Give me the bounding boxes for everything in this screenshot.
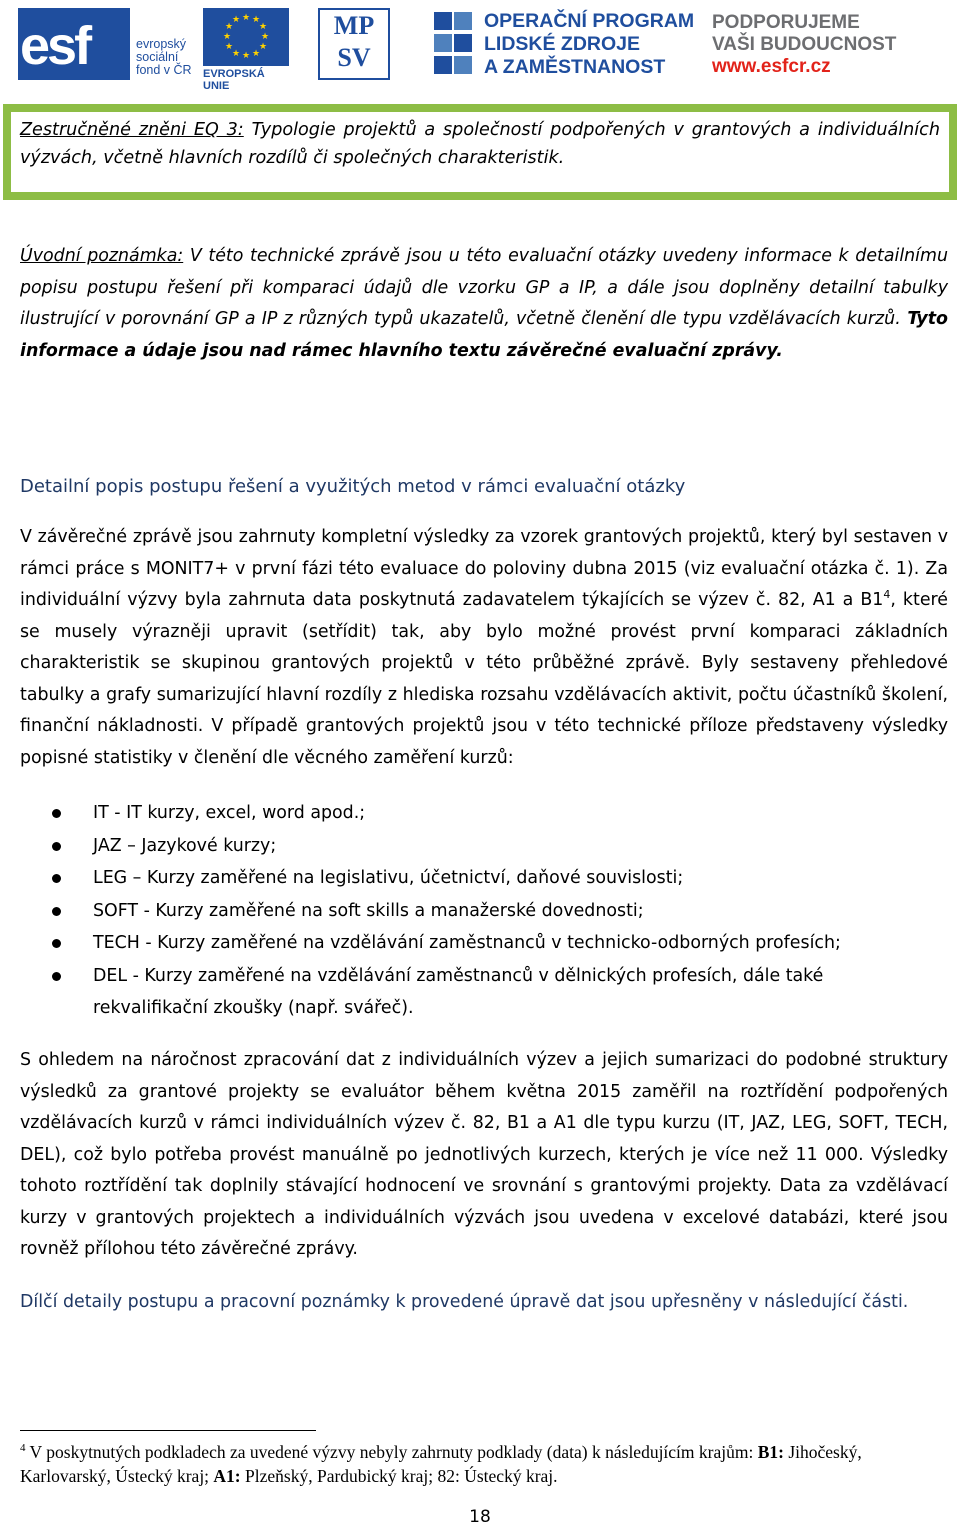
svg-text:★: ★	[260, 32, 270, 42]
intro-label: Úvodní poznámka:	[20, 246, 184, 266]
footnote	[20, 1440, 940, 1488]
svg-text:★: ★	[231, 49, 241, 59]
paragraph-3: Dílčí detaily postupu a pracovní poznámky k provedené úpravě dat jsou upřesněny v následující části.	[20, 1292, 909, 1312]
bullet-icon	[52, 907, 61, 916]
svg-text:★: ★	[224, 22, 234, 32]
slogan-line: PODPORUJEME	[712, 12, 860, 33]
section-heading: Detailní popis postupu řešení a využitých metod v rámci evaluační otázky	[20, 476, 686, 497]
footnote-ref[interactable]: 4	[883, 588, 891, 602]
op-line: OPERAČNÍ PROGRAM	[484, 10, 695, 32]
list-item-text: IT - IT kurzy, excel, word apod.;	[93, 803, 366, 823]
title-body: Typologie projektů a společností podpořených v grantových a individuálních výzvách, včetně hlavních rozdílů či společných charakteristik.	[20, 120, 941, 168]
mpsv-logo	[318, 8, 390, 80]
eu-flag-icon	[203, 8, 289, 66]
paragraph-1-text: V závěrečné zprávě jsou zahrnuty kompletní výsledky za vzorek grantových projektů, který byl sestaven v rámci práce s MONIT7+ v první fázi této evaluace do poloviny dubna 2015 (viz evaluační otázka č. 1). Za individuální výzvy byla zahrnuta data poskytnutá zadavatelem týkajících se výzev č. 82, A1 a B1	[20, 527, 948, 610]
paragraph-1	[20, 522, 948, 774]
esf-logo-text: esf	[20, 16, 90, 76]
op-program-name	[484, 10, 699, 79]
svg-text:★: ★	[241, 51, 251, 61]
list-item	[52, 960, 932, 1025]
op-line: A ZAMĚSTNANOST	[484, 56, 666, 78]
mpsv-line: SV	[337, 43, 371, 72]
footnote-number: 4	[20, 1442, 26, 1455]
intro-bold-text: Tyto informace a údaje jsou nad rámec hlavního textu závěrečné evaluační zprávy.	[20, 309, 948, 361]
list-item	[52, 862, 932, 895]
document-title	[20, 116, 940, 172]
list-item	[52, 895, 932, 928]
footnote-text: Jihočeský, Karlovarský, Ústecký kraj;	[20, 1442, 862, 1486]
eu-label: EVROPSKÁ UNIE	[203, 68, 265, 92]
bullet-icon	[52, 939, 61, 948]
svg-text:★: ★	[258, 42, 268, 52]
esf-sub-line: evropský	[136, 37, 187, 51]
list-item-text: JAZ – Jazykové kurzy;	[93, 835, 277, 856]
list-item	[52, 830, 932, 863]
esf-web-link[interactable]: www.esfcr.cz	[712, 56, 831, 77]
svg-text:★: ★	[224, 42, 234, 52]
footnote-text: V poskytnutých podkladech za uvedené výzvy nebyly zahrnuty podklady (data) k následujícím krajům:	[25, 1442, 758, 1462]
bullet-icon	[52, 874, 61, 883]
esf-sub-line: fond v ČR	[136, 63, 192, 77]
paragraph-2: S ohledem na náročnost zpracování dat z individuálních výzev a jejich sumarizaci do podobné struktury výsledků za grantové projekty se evaluátor během května 2015 zaměřil na roztřídění podpořených vzdělávacích kurzů v rámci individuálních výzev č. 82, B1 a A1 dle typu kurzu (IT, JAZ, LEG, SOFT, TECH, DEL), což bylo potřeba provést manuálně po jednotlivých kurzech, kterých je více než 11 000. Výsledky tohoto roztřídění tak doplnily stávající hodnocení ve srovnání s grantovými projekty. Data za vzdělávací kurzy v grantových projektech a individuálních výzvách jsou uvedena v excelové databázi, které jsou rovněž přílohou této závěrečné zprávy.	[20, 1050, 948, 1259]
svg-text:★: ★	[241, 13, 251, 23]
list-item-text: DEL - Kurzy zaměřené na vzdělávání zaměstnanců v dělnických profesích, dále také rekvalifikační zkoušky (např. svářeč).	[93, 965, 824, 1018]
svg-text:★: ★	[231, 15, 241, 25]
esf-sub-line: sociální	[136, 50, 179, 64]
svg-text:★: ★	[258, 22, 268, 32]
course-type-list	[52, 797, 932, 1025]
op-puzzle-icon	[432, 10, 476, 78]
support-slogan	[712, 12, 952, 78]
bullet-icon	[52, 809, 61, 818]
svg-text:★: ★	[251, 15, 261, 25]
title-label: Zestručněné zněni EQ 3:	[20, 120, 244, 140]
list-item-text: LEG – Kurzy zaměřené na legislativu, účetnictví, daňové souvislosti;	[93, 868, 684, 888]
mpsv-line: MP	[333, 11, 375, 40]
esf-logo	[18, 8, 130, 80]
bullet-icon	[52, 842, 61, 851]
intro-note	[20, 241, 948, 367]
paragraph-1-text-cont: , které se musely výrazněji upravit (setřídit) tak, aby bylo možné provést první komparaci základních charakteristik se skupinou grantových projektů v této průběžné zprávě. Byly sestaveny přehledové tabulky a grafy sumarizující hlavní rozdíly z hlediska rozsahu vzdělávacích aktivit, počtu účastníků školení, finanční nákladnosti. V případě grantových projektů jsou v této technické příloze představeny výsledky popisné statistiky v členění dle věcného zaměření kurzů:	[20, 590, 948, 768]
svg-text:★: ★	[222, 32, 232, 42]
footnote-b1-label: B1:	[757, 1442, 784, 1462]
op-line: LIDSKÉ ZDROJE	[484, 33, 641, 55]
bullet-icon	[52, 972, 61, 981]
esf-logo-subtitle	[136, 38, 196, 77]
slogan-line: VAŠI BUDOUCNOST	[712, 34, 897, 55]
svg-text:★: ★	[251, 49, 261, 59]
list-item-text: TECH - Kurzy zaměřené na vzdělávání zaměstnanců v technicko-odborných profesích;	[93, 933, 841, 953]
footnote-divider	[20, 1430, 316, 1431]
list-item	[52, 927, 932, 960]
list-item	[52, 797, 932, 830]
list-item-text: SOFT - Kurzy zaměřené na soft skills a manažerské dovednosti;	[93, 900, 644, 921]
footnote-a1-label: A1:	[213, 1466, 241, 1486]
footnote-text: Plzeňský, Pardubický kraj; 82: Ústecký kraj.	[240, 1466, 558, 1486]
intro-text: V této technické zprávě jsou u této evaluační otázky uvedeny informace k detailnímu popisu postupu řešení při komparaci údajů dle vzorku GP a IP, a dále jsou doplněny detailní tabulky ilustrující v porovnání GP a IP z různých typů ukazatelů, včetně členění dle typu vzdělávacích kurzů.	[20, 246, 948, 329]
page-number: 18	[469, 1507, 491, 1527]
